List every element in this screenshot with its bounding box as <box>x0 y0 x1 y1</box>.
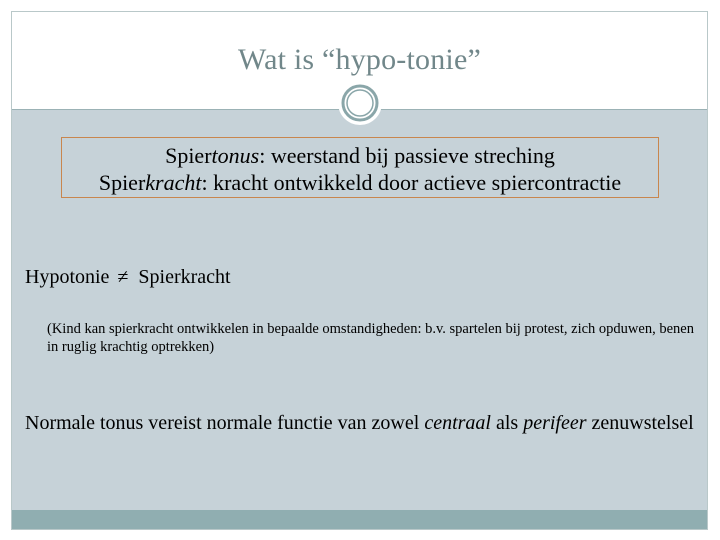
comparison-right: Spierkracht <box>138 266 231 288</box>
bottom-band <box>12 510 707 529</box>
definition-tonus: Spiertonus: weerstand bij passieve streching <box>165 143 555 168</box>
definition-kracht: Spierkracht: kracht ontwikkeld door actieve spiercontractie <box>98 170 622 195</box>
note-text: (Kind kan spierkracht ontwikkelen in bepaalde omstandigheden: b.v. spartelen bij protest, zich opduwen, benen in ruglig krachtig optrekken) <box>47 321 694 355</box>
not-equal-symbol: ≠ <box>117 266 129 288</box>
comparison-left: Hypotonie <box>25 266 110 288</box>
comparison-line <box>25 266 231 289</box>
ring-icon <box>336 79 384 127</box>
slide-title: Wat is “hypo-tonie” <box>238 43 481 76</box>
definition-box <box>61 137 659 198</box>
normal-tonus-statement: Normale tonus vereist normale functie van zowel centraal als perifeer zenuwstelsel <box>25 412 694 434</box>
